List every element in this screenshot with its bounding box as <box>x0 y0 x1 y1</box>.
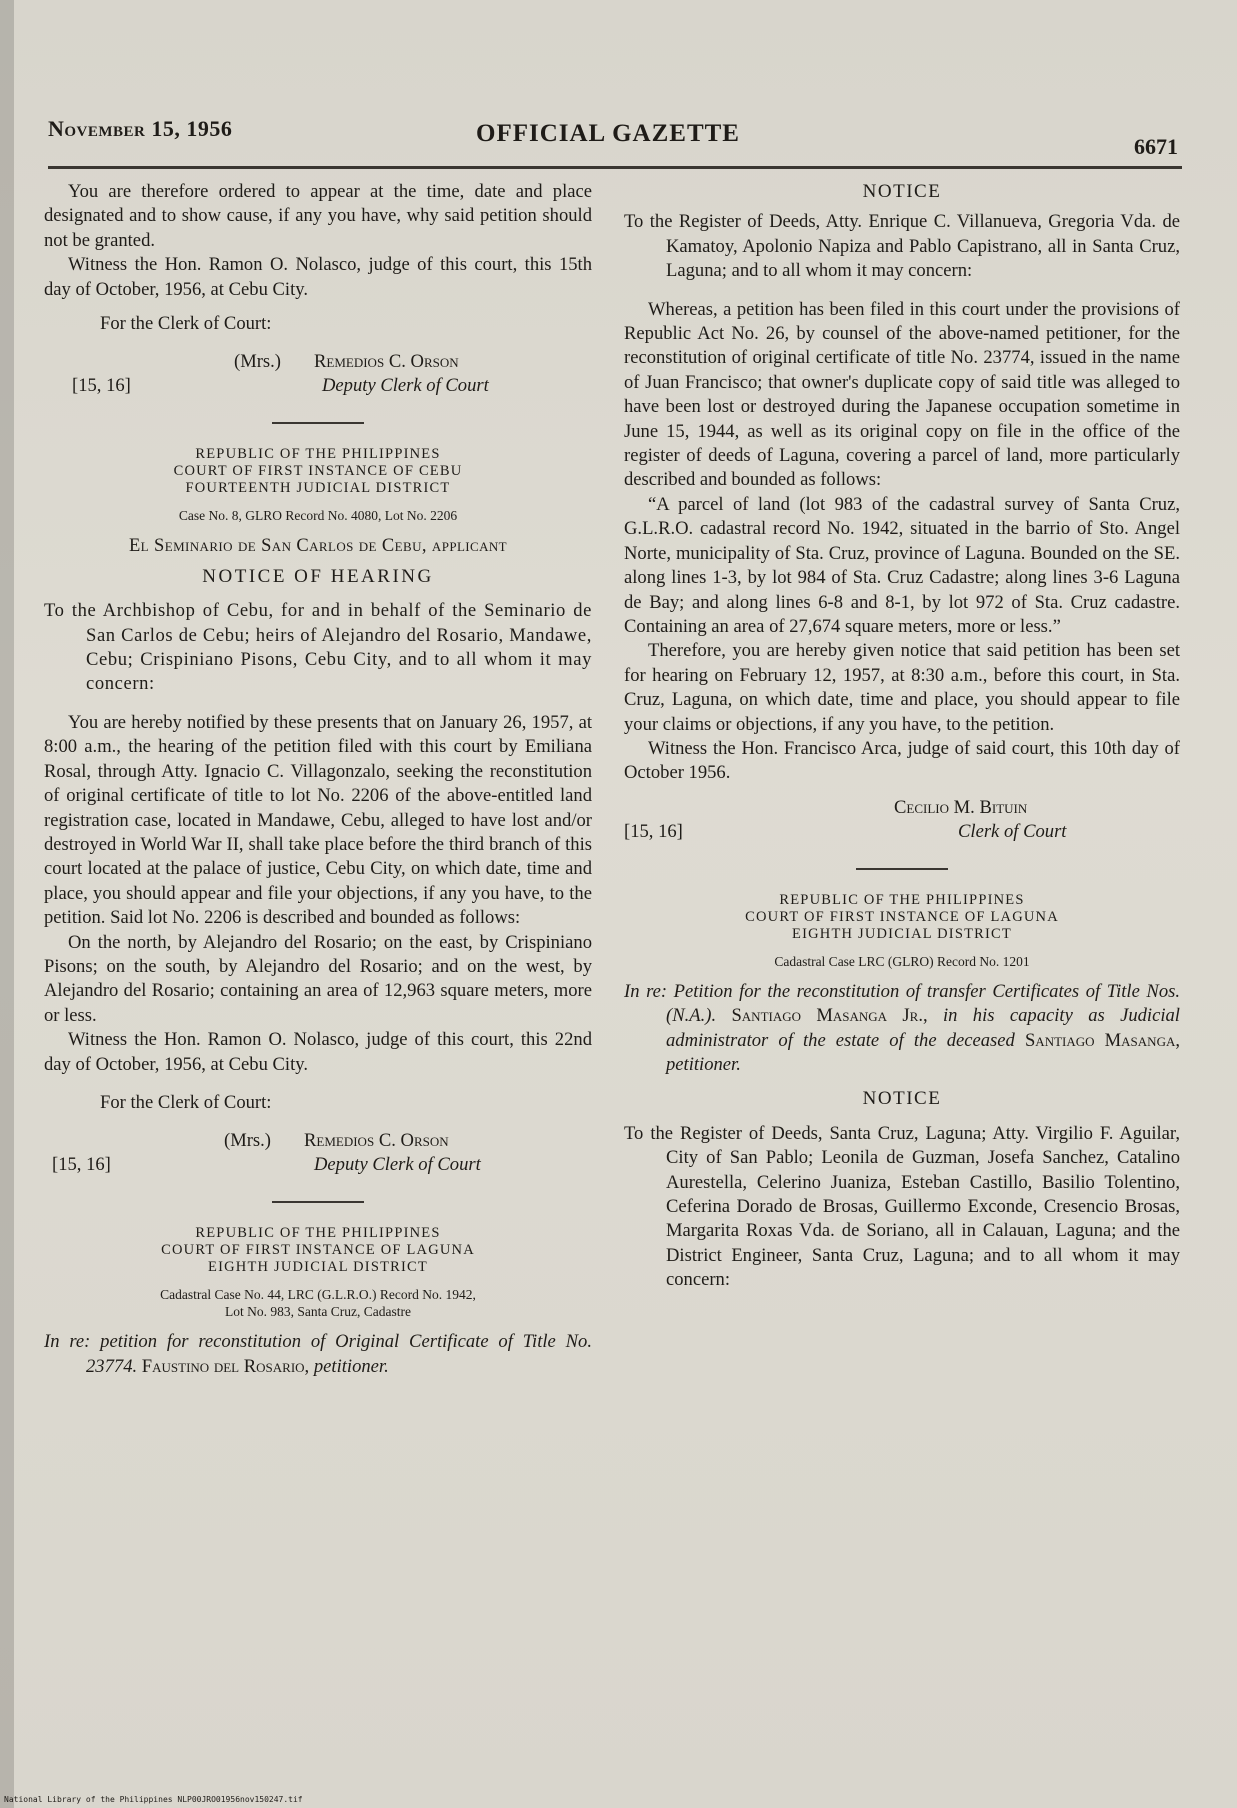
capacity-text: in his capacity as Judicial administrator of the estate of the deceased <box>666 1005 1180 1051</box>
publication-ref: [15, 16] <box>52 1154 111 1176</box>
page-header <box>48 116 1178 158</box>
signatory-title: Deputy Clerk of Court <box>314 1154 481 1176</box>
signatory-name: Remedios C. Orson <box>314 351 459 373</box>
deceased-name: Santiago Masanga, <box>1024 1029 1180 1051</box>
archive-footer: National Library of the Philippines NLP00JRO01956nov150247.tif <box>4 1795 303 1804</box>
court-line-3: EIGHTH JUDICIAL DISTRICT <box>208 1259 428 1276</box>
publication-ref: [15, 16] <box>72 375 131 397</box>
mrs-title: (Mrs.) <box>224 1130 271 1152</box>
notice-paragraph-3: Witness the Hon. Ramon O. Nolasco, judge of this court, this 22nd day of October, 1956, at Cebu City. <box>44 1029 592 1075</box>
signatory-title: Clerk of Court <box>958 820 1067 842</box>
page-number: 6671 <box>1134 134 1178 159</box>
land-description: “A parcel of land (lot 983 of the cadastral survey of Santa Cruz, G.L.R.O. cadastral record No. 1942, situated in the barrio of Sto. Angel Norte, municipality of Sta. Cruz, province of Laguna. Bounded on the SE. along lines 1-3, by lot 984 of Sta. Cruz Cadastre; along lines 3-6 Laguna de Bay; and along lines 6-8 and 8-1, by lot 972 of Sta. Cruz cadastre. Containing an area of 27,674 square meters, more or less.” <box>624 493 1180 637</box>
addressees: To the Archbishop of Cebu, for and in behalf of the Seminario de San Carlos de Cebu; heirs of Alejandro del Rosario, Mandawe, Cebu; Crispiniano Pisons, Cebu City, and to all whom it may concern: <box>44 600 592 695</box>
publication-ref: [15, 16] <box>624 820 683 842</box>
applicant-line: El Seminario de San Carlos de Cebu, applicant <box>128 536 508 557</box>
petitioner-name: Santiago Masanga Jr., <box>731 1005 928 1027</box>
mrs-title: (Mrs.) <box>234 351 281 373</box>
court-line-1: REPUBLIC OF THE PHILIPPINES <box>195 1225 441 1242</box>
notice-heading: NOTICE OF HEARING <box>202 565 434 587</box>
court-line-1: REPUBLIC OF THE PHILIPPINES <box>195 446 441 463</box>
signatory-name: Cecilio M. Bituin <box>894 796 1028 818</box>
petitioner-label: petitioner. <box>313 1355 389 1377</box>
court-line-2: COURT OF FIRST INSTANCE OF LAGUNA <box>745 908 1059 925</box>
signature-block-1 <box>44 350 592 400</box>
case-number-line-2: Lot No. 983, Santa Cruz, Cadastre <box>225 1304 411 1320</box>
notice-heading: NOTICE <box>862 1088 942 1110</box>
court-line-3: FOURTEENTH JUDICIAL DISTRICT <box>185 480 451 497</box>
issue-date: November 15, 1956 <box>48 116 233 141</box>
notice-heading: NOTICE <box>862 181 942 202</box>
for-clerk-line: For the Clerk of Court: <box>100 1091 272 1113</box>
addressees: To the Register of Deeds, Santa Cruz, Laguna; Atty. Virgilio F. Aguilar, City of San Pablo; Leonila de Guzman, Josefa Sanchez, Catalino Aurestella, Celerino Juaniza, Esteban Castillo, Basilio Tolentino, Ceferina Dorado de Brosas, Guillermo Exconde, Cresencio Brosas, Margarita Roxas Vda. de Soriano, all in Calauan, Laguna; and the District Engineer, Santa Cruz, Laguna; and to all whom it may concern: <box>624 1122 1180 1291</box>
header-rule <box>48 166 1182 169</box>
notice-paragraph-2: On the north, by Alejandro del Rosario; on the east, by Crispiniano Pisons; on the south, by Alejandro del Rosario; and on the west, by Alejandro del Rosario; containing an area of 12,963 square meters, more or less. <box>44 931 592 1026</box>
intro-paragraph-2: Witness the Hon. Ramon O. Nolasco, judge of this court, this 15th day of October, 1956, at Cebu City. <box>44 254 592 300</box>
in-re-caption <box>44 1330 592 1379</box>
petitioner-name: Faustino del Rosario, <box>141 1355 310 1377</box>
publication-title: OFFICIAL GAZETTE <box>476 120 740 147</box>
notice-paragraph-4: Witness the Hon. Francisco Arca, judge of said court, this 10th day of October 1956. <box>624 737 1180 784</box>
court-line-3: EIGHTH JUDICIAL DISTRICT <box>792 925 1012 942</box>
case-number-line-1: Cadastral Case No. 44, LRC (G.L.R.O.) Record No. 1942, <box>160 1287 476 1303</box>
signature-block-2 <box>44 1129 592 1179</box>
notice-paragraph-1: You are hereby notified by these presents that on January 26, 1957, at 8:00 a.m., the hearing of the petition filed with this court by Emiliana Rosal, through Atty. Ignacio C. Villagonzalo, seeking the reconstitution of original certificate of title to lot No. 2206 of the above-entitled land registration case, located in Mandawe, Cebu, alleged to have lost and/or destroyed in World War II, shall take place before the third branch of this court located at the palace of justice, Cebu City, on which date, time and place, you should appear and file your objections, if any you have, to the petition. Said lot No. 2206 is described and bounded as follows: <box>44 711 592 929</box>
in-re-text: In re: Petition for the reconstitution of transfer Certificates of Title Nos. (N.A.). <box>624 980 1180 1027</box>
court-line-2: COURT OF FIRST INSTANCE OF LAGUNA <box>161 1242 475 1259</box>
court-line-2: COURT OF FIRST INSTANCE OF CEBU <box>173 463 463 480</box>
petitioner-label: petitioner. <box>666 1053 741 1075</box>
left-column <box>44 180 592 1379</box>
signatory-title: Deputy Clerk of Court <box>322 375 489 397</box>
in-re-text: In re: petition for reconstitution of Original Certificate of Title No. 23774. <box>44 1331 592 1377</box>
signature-block-3 <box>624 796 1180 846</box>
intro-paragraph-1: You are therefore ordered to appear at the time, date and place designated and to show cause, if any you have, why said petition should not be granted. <box>44 181 592 251</box>
court-line-1: REPUBLIC OF THE PHILIPPINES <box>779 891 1025 908</box>
in-re-caption <box>624 980 1180 1078</box>
for-clerk-line: For the Clerk of Court: <box>100 313 272 335</box>
scan-edge-shadow <box>0 0 14 1808</box>
notice-paragraph-1: Whereas, a petition has been filed in this court under the provisions of Republic Act No. 26, by counsel of the above-named petitioner, for the reconstitution of original certificate of title No. 23774, issued in the name of Juan Francisco; that owner's duplicate copy of said title was alleged to have been lost or destroyed during the Japanese occupation sometime in June 15, 1944, as well as its original copy on file in the office of the register of deeds of Laguna, covering a parcel of land, more particularly described and bounded as follows: <box>624 298 1180 491</box>
case-number: Case No. 8, GLRO Record No. 4080, Lot No. 2206 <box>178 508 458 524</box>
case-number: Cadastral Case LRC (GLRO) Record No. 1201 <box>774 953 1030 969</box>
addressees: To the Register of Deeds, Atty. Enrique C. Villanueva, Gregoria Vda. de Kamatoy, Apolonio Napiza and Pablo Capistrano, all in Santa Cruz, Laguna; and to all whom it may concern: <box>624 211 1180 282</box>
notice-paragraph-3: Therefore, you are hereby given notice that said petition has been set for hearing on February 12, 1957, at 8:30 a.m., before this court, in Sta. Cruz, Laguna, on which date, time and place, you should appear to file your claims or objections, if any you have, to the petition. <box>624 640 1180 735</box>
signatory-name: Remedios C. Orson <box>304 1130 449 1152</box>
right-column <box>624 180 1180 1293</box>
